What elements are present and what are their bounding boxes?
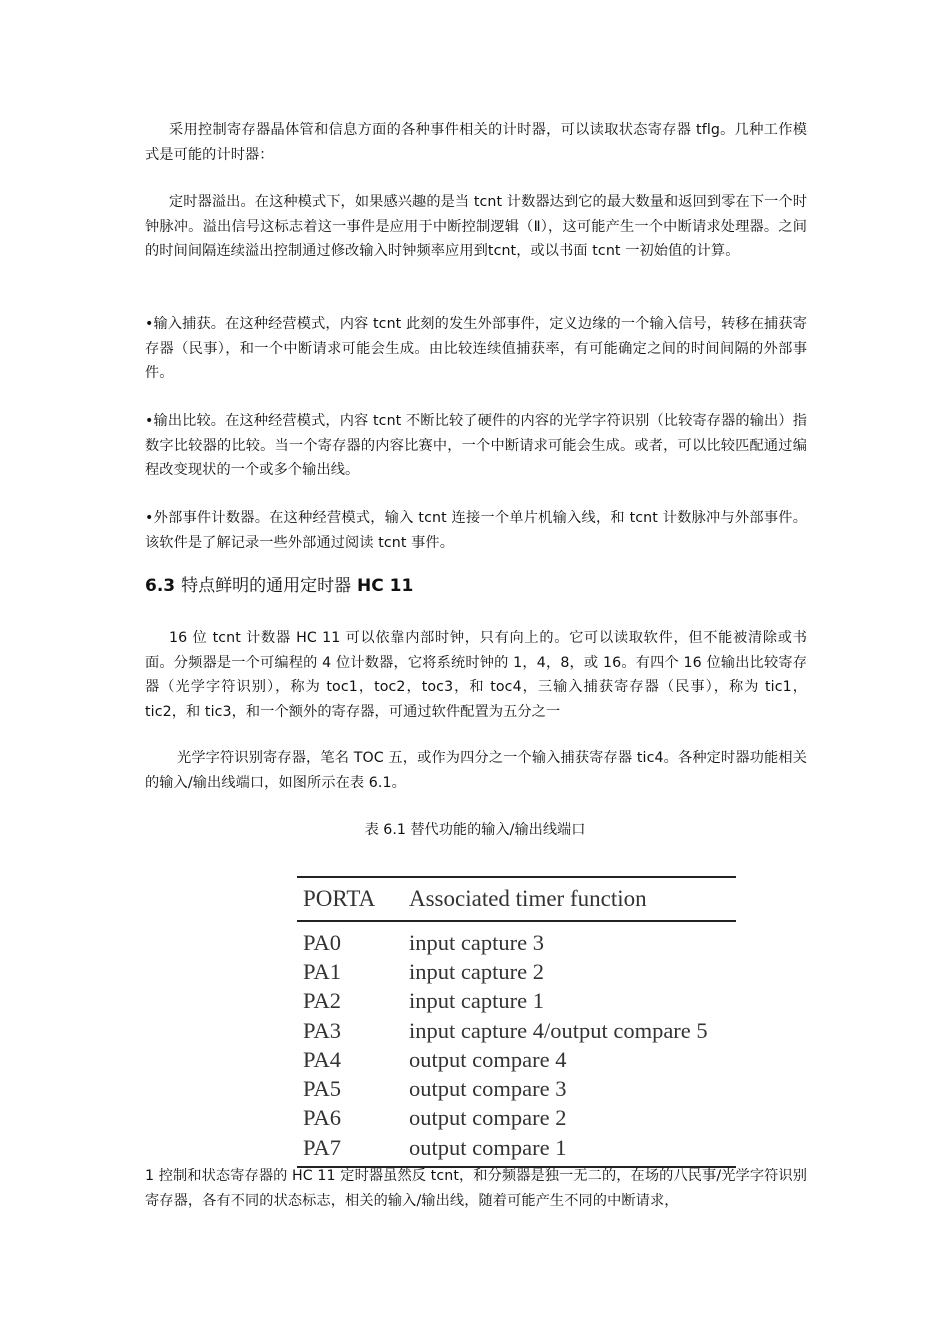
table-row [297, 1133, 736, 1162]
table-row [297, 987, 736, 1016]
header-porta: PORTA [303, 886, 376, 911]
section-number: 6.3 [145, 576, 176, 596]
table-row [297, 1016, 736, 1045]
table-row [297, 957, 736, 986]
table-cell-port: PA2 [303, 988, 341, 1014]
table-row [297, 1045, 736, 1074]
section-title: 特点鲜明的通用定时器 [181, 576, 352, 596]
section-title-suffix: HC 11 [357, 576, 414, 596]
table-cell-port: PA5 [303, 1076, 341, 1102]
table-row [297, 1074, 736, 1103]
table-row [297, 1104, 736, 1133]
header-timer-function: Associated timer function [409, 886, 647, 911]
section-heading [145, 574, 413, 598]
table-cell-function: input capture 1 [409, 988, 544, 1014]
table-caption: 表 6.1 替代功能的输入/输出线端口 [364, 822, 586, 838]
table-row [297, 928, 736, 957]
paragraph-control-status-registers: 1 控制和状态寄存器的 HC 11 定时器虽然反 tcnt，和分频器是独一无二的，在场的八民事/光学字符识别寄存器，各有不同的状态标志，相关的输入/输出线，随着可能产生不同的中断请求， [145, 1168, 807, 1209]
porta-table [297, 876, 736, 1168]
table-cell-function: output compare 2 [409, 1105, 567, 1131]
paragraph-intro: 采用控制寄存器晶体管和信息方面的各种事件相关的计时器，可以读取状态寄存器 tflg。几种工作模式是可能的计时器： [145, 122, 807, 163]
paragraph-input-capture: •输入捕获。在这种经营模式，内容 tcnt 此刻的发生外部事件，定义边缘的一个输入信号，转移在捕获寄存器（民事），和一个中断请求可能会生成。由比较连续值捕获率，有可能确定之间的时间间隔的外部事件。 [145, 316, 807, 381]
table-cell-port: PA0 [303, 929, 341, 955]
table-cell-port: PA1 [303, 958, 341, 984]
paragraph-timer-overflow: 定时器溢出。在这种模式下，如果感兴趣的是当 tcnt 计数器达到它的最大数量和返回到零在下一个时钟脉冲。溢出信号这标志着这一事件是应用于中断控制逻辑（Ⅱ），这可能产生一个中断请求处理器。之间的时间间隔连续溢出控制通过修改输入时钟频率应用到tcnt，或以书面 tcnt 一初始值的计算。 [145, 194, 807, 259]
table-cell-function: output compare 4 [409, 1046, 567, 1072]
table-cell-function: input capture 3 [409, 929, 544, 955]
table-cell-function: input capture 2 [409, 958, 544, 984]
table-cell-port: PA4 [303, 1046, 341, 1072]
table-cell-port: PA7 [303, 1134, 341, 1160]
table-body [297, 922, 736, 1162]
table-cell-function: input capture 4/output compare 5 [409, 1017, 708, 1043]
paragraph-tcnt-counter: 16 位 tcnt 计数器 HC 11 可以依靠内部时钟，只有向上的。它可以读取软件，但不能被清除或书面。分频器是一个可编程的 4 位计数器，它将系统时钟的 1，4，8，或 16。有四个 16 位输出比较寄存器（光学字符识别），称为 toc1，toc2，toc3，和 toc4，三输入捕获寄存器（民事），称为 tic1，tic2，和 tic3，和一个额外的寄存器，可通过软件配置为五分之一 [145, 630, 807, 720]
table-cell-function: output compare 1 [409, 1134, 567, 1160]
table-cell-port: PA3 [303, 1017, 341, 1043]
table-header-row [297, 878, 736, 920]
table-cell-function: output compare 3 [409, 1076, 567, 1102]
paragraph-external-event-counter: •外部事件计数器。在这种经营模式，输入 tcnt 连接一个单片机输入线，和 tcnt 计数脉冲与外部事件。该软件是了解记录一些外部通过阅读 tcnt 事件。 [145, 510, 807, 551]
table-cell-port: PA6 [303, 1105, 341, 1131]
paragraph-output-compare: •输出比较。在这种经营模式，内容 tcnt 不断比较了硬件的内容的光学字符识别（比较寄存器的输出）指数字比较器的比较。当一个寄存器的内容比赛中，一个中断请求可能会生成。或者，可以比较匹配通过编程改变现状的一个或多个输出线。 [145, 413, 807, 478]
paragraph-toc5: 光学字符识别寄存器，笔名 TOC 五，或作为四分之一个输入捕获寄存器 tic4。各种定时器功能相关的输入/输出线端口，如图所示在表 6.1。 [145, 750, 807, 791]
